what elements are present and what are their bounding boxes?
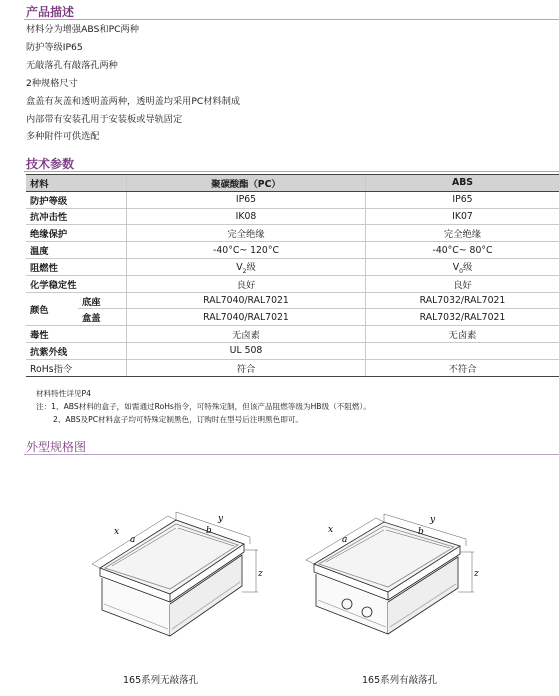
note-line: 2、ABS及PC材料盒子均可特殊定制黑色，订购时在型号后注明黑色即可。 [53, 415, 304, 424]
desc-line: 2种规格尺寸 [26, 77, 78, 89]
row-label: 抗冲击性 [26, 208, 127, 225]
flame-class-sub: 0 [459, 267, 463, 275]
section-rule [24, 19, 559, 20]
row-label: 绝缘保护 [26, 225, 127, 242]
row-sublabel-lid: 盒盖 [78, 309, 127, 326]
cell-pc: 符合 [127, 359, 366, 376]
table-row [26, 225, 559, 242]
row-label: RoHs指令 [26, 359, 127, 376]
cell-pc: UL 508 [127, 343, 366, 360]
cell-pc: 无卤素 [127, 326, 366, 343]
dim-label-z: z [258, 569, 263, 579]
cell-abs: 良好 [366, 275, 559, 292]
product-description [26, 21, 240, 146]
table-row [26, 258, 559, 275]
flame-class-unit: 级 [462, 261, 473, 273]
dim-label-a: a [342, 535, 348, 545]
cell-abs: RAL7032/RAL7021 [366, 292, 559, 309]
dim-label-y: y [218, 514, 224, 524]
drawings-section-title: 外型规格图 [26, 440, 87, 454]
dim-label-x: x [328, 525, 334, 535]
cell-abs: 无卤素 [366, 326, 559, 343]
cell-pc: IK08 [127, 208, 366, 225]
cell-pc: -40°C~ 120°C [127, 242, 366, 259]
enclosure-drawing-with-knockouts [300, 500, 490, 660]
cell-pc: RAL7040/RAL7021 [127, 309, 366, 326]
caption-with-knockouts: 165系列有敲落孔 [362, 675, 438, 686]
cell-pc [127, 258, 366, 275]
section-rule [24, 171, 559, 172]
flame-class: V [452, 261, 460, 273]
row-sublabel-base: 底座 [78, 292, 127, 309]
dim-label-b: b [206, 526, 212, 536]
row-label: 温度 [26, 242, 127, 259]
cell-pc: 完全绝缘 [127, 225, 366, 242]
cell-abs: -40°C~ 80°C [366, 242, 559, 259]
flame-class: V [236, 261, 243, 273]
table-row [26, 242, 559, 259]
dim-label-a: a [130, 535, 136, 545]
dim-label-z: z [474, 569, 479, 579]
row-label: 阻燃性 [26, 258, 127, 275]
dim-label-b: b [418, 527, 424, 537]
cell-abs: IP65 [366, 191, 559, 208]
desc-line: 材料分为增强ABS和PC两种 [26, 24, 139, 35]
desc-line: 多种附件可供选配 [26, 131, 100, 143]
flame-class-unit: 级 [246, 261, 256, 273]
cell-pc: RAL7040/RAL7021 [127, 292, 366, 309]
desc-line: 内部带有安装孔用于安装板或导轨固定 [26, 113, 183, 125]
row-label: 防护等级 [26, 191, 127, 208]
note-line: 注：1、ABS材料的盒子，如需通过RoHs指令，可特殊定制，但该产品阻燃等级为HB级（不阻燃）。 [36, 402, 371, 411]
spec-header-row [26, 175, 559, 192]
caption-no-knockouts: 165系列无敲落孔 [123, 675, 199, 686]
desc-line: 无敲落孔有敲落孔两种 [26, 59, 118, 71]
table-row [26, 292, 559, 309]
cell-abs [366, 343, 559, 360]
dim-label-x: x [114, 527, 120, 537]
row-label: 毒性 [26, 326, 127, 343]
enclosure-drawing-no-knockouts [78, 500, 268, 660]
table-row [26, 275, 559, 292]
specs-section-title: 技术参数 [26, 157, 75, 171]
cell-abs [366, 258, 559, 275]
desc-line: 防护等级IP65 [26, 41, 83, 53]
flame-class-sub: 2 [242, 267, 247, 275]
table-row [26, 326, 559, 343]
cell-abs: 不符合 [366, 359, 559, 376]
section-rule [24, 454, 559, 455]
cell-pc: IP65 [127, 191, 366, 208]
table-row [26, 309, 559, 326]
row-label-color: 颜色 [26, 292, 78, 326]
cell-abs: RAL7032/RAL7021 [366, 309, 559, 326]
notes [36, 387, 371, 426]
cell-pc: 良好 [127, 275, 366, 292]
spec-table [26, 174, 559, 377]
note-line: 材料特性详见P4 [36, 389, 91, 398]
table-row [26, 191, 559, 208]
dim-label-y: y [430, 515, 436, 525]
table-row [26, 208, 559, 225]
row-label: 化学稳定性 [26, 275, 127, 292]
table-row [26, 343, 559, 360]
header-pc: 聚碳酸酯（PC） [127, 175, 366, 192]
desc-line: 盒盖有灰盖和透明盖两种，透明盖均采用PC材料制成 [26, 95, 241, 107]
header-abs: ABS [366, 175, 559, 192]
cell-abs: IK07 [366, 208, 559, 225]
header-material: 材料 [26, 175, 127, 192]
table-row [26, 359, 559, 376]
row-label: 抗紫外线 [26, 343, 127, 360]
product-section-title: 产品描述 [26, 5, 75, 19]
cell-abs: 完全绝缘 [366, 225, 559, 242]
